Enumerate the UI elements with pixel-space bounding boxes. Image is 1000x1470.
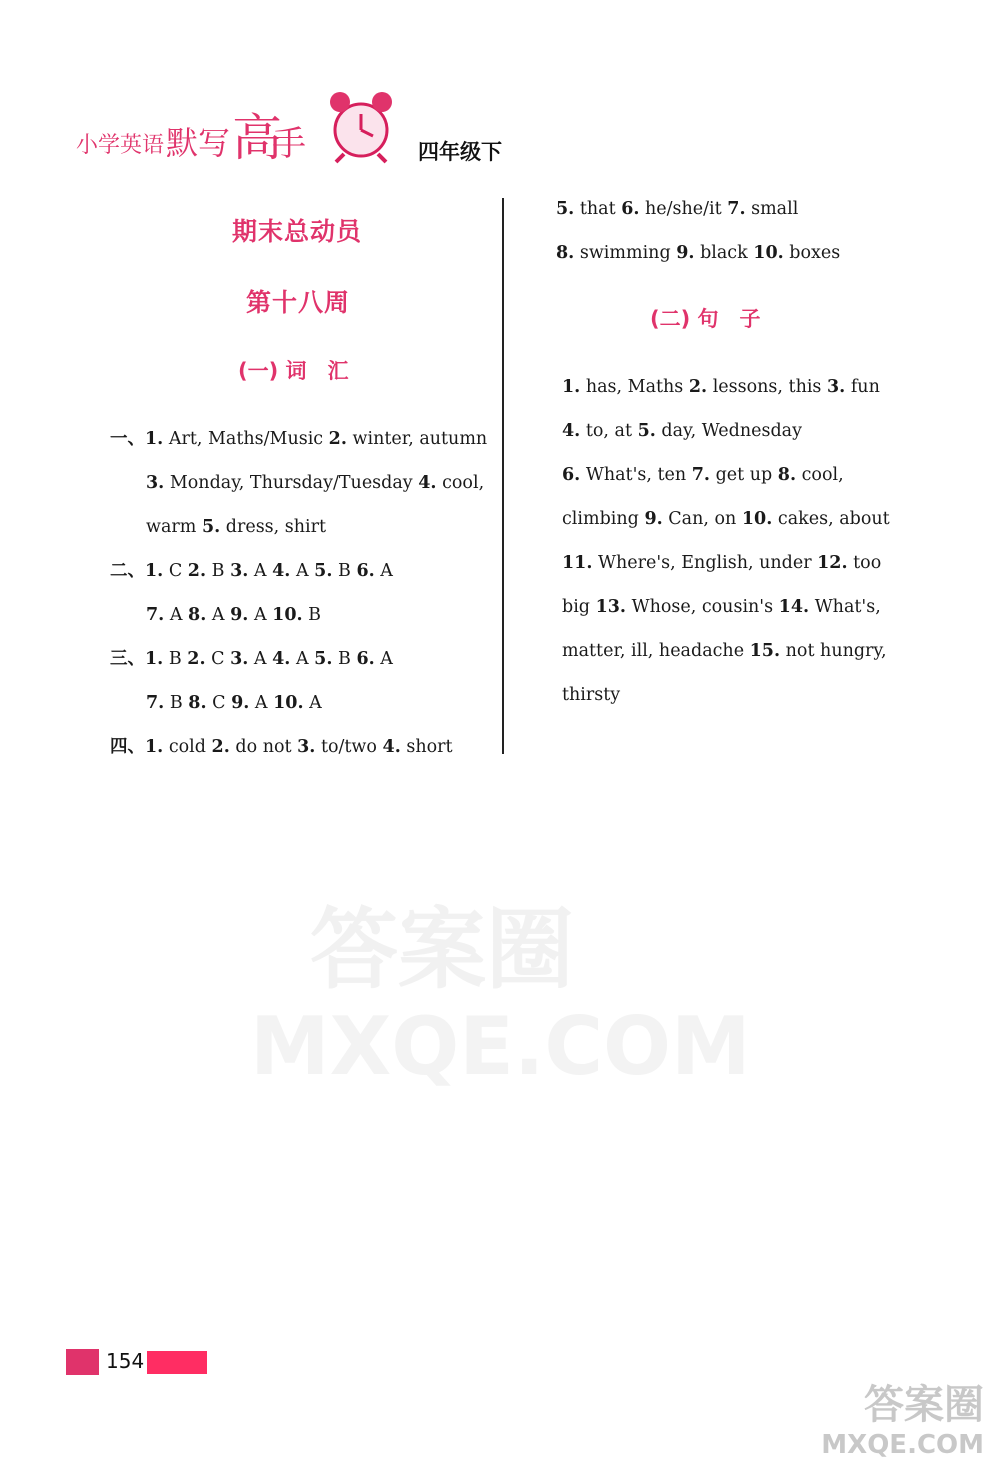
- answer-text: A: [164, 605, 189, 625]
- item-number: 9.: [644, 509, 663, 529]
- answer-text: A: [206, 605, 231, 625]
- answer-line: [562, 464, 844, 486]
- item-number: 7.: [727, 199, 746, 219]
- answer-text: short: [400, 737, 453, 757]
- page-marker-bar: [147, 1351, 207, 1374]
- answer-text: B: [163, 649, 188, 669]
- answer-text: B: [302, 605, 322, 625]
- answer-text: warm: [146, 517, 202, 537]
- item-number: 8.: [188, 693, 207, 713]
- answer-line: [562, 640, 887, 662]
- answer-line: [562, 420, 802, 442]
- item-number: 4.: [272, 561, 291, 581]
- section-vocabulary-title: (一) 词 汇: [238, 359, 349, 383]
- item-number: 5.: [556, 199, 575, 219]
- answer-text: to/two: [315, 737, 383, 757]
- answer-text: cool,: [436, 473, 485, 493]
- answer-line: [146, 516, 326, 538]
- answer-line: [146, 604, 321, 626]
- item-number: 2.: [688, 377, 708, 397]
- answer-text: lessons, this: [707, 377, 827, 397]
- item-number: 3.: [297, 737, 316, 757]
- item-number: 8.: [188, 605, 207, 625]
- series-title-mid: 默写: [166, 124, 231, 162]
- answer-text: day, Wednesday: [655, 421, 802, 441]
- answer-text: fun: [845, 377, 880, 397]
- answer-text: black: [694, 243, 754, 263]
- watermark-url: MXQE.COM: [250, 1000, 751, 1093]
- answer-line: [562, 508, 890, 530]
- answer-text: he/she/it: [639, 199, 728, 219]
- item-number: 4.: [562, 421, 581, 441]
- answer-text: Whose, cousin's: [626, 597, 779, 617]
- page-marker-block: [66, 1349, 99, 1375]
- answer-text: B: [332, 561, 357, 581]
- section-sentences-title: (二) 句 子: [650, 307, 761, 331]
- answer-line: [146, 472, 484, 494]
- week-title: 第十八周: [246, 288, 351, 317]
- item-number: 12.: [817, 553, 848, 573]
- series-title-big: 高: [232, 109, 282, 167]
- item-number: 7.: [146, 693, 165, 713]
- answer-text: get up: [710, 465, 778, 485]
- answer-text: that: [574, 199, 622, 219]
- answer-text: dress, shirt: [220, 517, 327, 537]
- answer-text: has, Maths: [580, 377, 689, 397]
- answer-text: climbing: [562, 509, 645, 529]
- chapter-title: 期末总动员: [232, 217, 363, 246]
- item-number: 15.: [749, 641, 781, 661]
- item-number: 6.: [562, 465, 581, 485]
- answer-line: [556, 242, 840, 264]
- item-number: 1.: [145, 737, 164, 757]
- answer-text: do not: [229, 737, 298, 757]
- item-number: 13.: [595, 597, 627, 617]
- answer-line: [110, 736, 453, 758]
- answer-text: Can, on: [662, 509, 742, 529]
- item-number: 6.: [356, 561, 375, 581]
- grade-label: 四年级下: [418, 140, 502, 164]
- item-number: 6.: [356, 649, 375, 669]
- item-number: 10.: [753, 243, 784, 263]
- answer-line: [562, 376, 880, 398]
- item-number: 8.: [777, 465, 797, 485]
- column-divider: [502, 198, 504, 754]
- item-number: 2.: [187, 561, 207, 581]
- item-number: 7.: [146, 605, 165, 625]
- part-label: 一、: [110, 429, 145, 449]
- item-number: 14.: [778, 597, 810, 617]
- item-number: 5.: [637, 421, 656, 441]
- answer-line: [562, 684, 620, 706]
- item-number: 3.: [146, 473, 165, 493]
- item-number: 3.: [230, 561, 249, 581]
- item-number: 4.: [272, 649, 291, 669]
- answer-text: cakes, about: [772, 509, 890, 529]
- answer-text: boxes: [783, 243, 841, 263]
- series-title-small: 小学英语: [76, 133, 165, 158]
- answer-text: A: [374, 649, 393, 669]
- item-number: 9.: [230, 605, 249, 625]
- item-number: 5.: [201, 517, 221, 537]
- site-logo-url: MXQE.COM: [821, 1430, 984, 1460]
- answer-text: swimming: [574, 243, 677, 263]
- answer-text: B: [164, 693, 189, 713]
- item-number: 2.: [211, 737, 230, 757]
- answer-text: thirsty: [562, 685, 621, 705]
- answer-line: [562, 596, 881, 618]
- answer-text: A: [303, 693, 322, 713]
- answer-text: not hungry,: [780, 641, 887, 661]
- series-title-tail: 手: [272, 124, 306, 164]
- answer-line: [110, 560, 393, 582]
- answer-text: cold: [163, 737, 212, 757]
- answer-text: A: [249, 693, 274, 713]
- answer-text: Art, Maths/Music: [163, 429, 329, 449]
- item-number: 6.: [621, 199, 640, 219]
- item-number: 5.: [314, 649, 333, 669]
- part-label: 三、: [110, 649, 145, 669]
- item-number: 3.: [230, 649, 249, 669]
- item-number: 2.: [328, 429, 347, 449]
- answer-text: cool,: [796, 465, 844, 485]
- item-number: 1.: [145, 649, 164, 669]
- item-number: 11.: [562, 553, 593, 573]
- item-number: 4.: [382, 737, 401, 757]
- alarm-clock-mascot-icon: [326, 86, 396, 164]
- answer-line: [562, 552, 881, 574]
- item-number: 9.: [231, 693, 250, 713]
- answer-text: big: [562, 597, 596, 617]
- answer-text: A: [290, 561, 315, 581]
- watermark-text: 答案圈: [310, 898, 575, 1001]
- answer-text: What's,: [809, 597, 881, 617]
- page-number: 154: [106, 1349, 145, 1373]
- answer-line: [110, 428, 487, 450]
- answer-text: C: [205, 649, 231, 669]
- answer-text: A: [290, 649, 315, 669]
- answer-text: to, at: [580, 421, 638, 441]
- item-number: 5.: [314, 561, 333, 581]
- answer-text: A: [248, 561, 273, 581]
- answer-text: B: [206, 561, 231, 581]
- part-label: 四、: [110, 737, 145, 757]
- answer-line: [146, 692, 322, 714]
- item-number: 10.: [741, 509, 773, 529]
- answer-text: small: [745, 199, 799, 219]
- answer-text: B: [332, 649, 357, 669]
- item-number: 8.: [556, 243, 575, 263]
- item-number: 1.: [562, 377, 581, 397]
- item-number: 10.: [272, 605, 303, 625]
- answer-text: C: [163, 561, 188, 581]
- item-number: 4.: [418, 473, 437, 493]
- answer-text: A: [248, 605, 273, 625]
- item-number: 9.: [676, 243, 695, 263]
- item-number: 7.: [691, 465, 710, 485]
- answer-text: winter, autumn: [346, 429, 488, 449]
- item-number: 10.: [273, 693, 304, 713]
- site-logo: [821, 1373, 984, 1460]
- item-number: 1.: [145, 561, 164, 581]
- answer-text: Monday, Thursday/Tuesday: [164, 473, 419, 493]
- item-number: 3.: [826, 377, 846, 397]
- answer-text: A: [374, 561, 393, 581]
- answer-line: [556, 198, 798, 220]
- item-number: 1.: [145, 429, 164, 449]
- answer-text: matter, ill, headache: [562, 641, 750, 661]
- part-label: 二、: [110, 561, 145, 581]
- answer-text: C: [206, 693, 232, 713]
- answer-text: What's, ten: [580, 465, 692, 485]
- site-logo-text: 答案圈: [864, 1382, 984, 1428]
- item-number: 2.: [187, 649, 206, 669]
- answer-line: [110, 648, 393, 670]
- answer-text: too: [847, 553, 882, 573]
- answer-text: A: [248, 649, 273, 669]
- answer-text: Where's, English, under: [592, 553, 818, 573]
